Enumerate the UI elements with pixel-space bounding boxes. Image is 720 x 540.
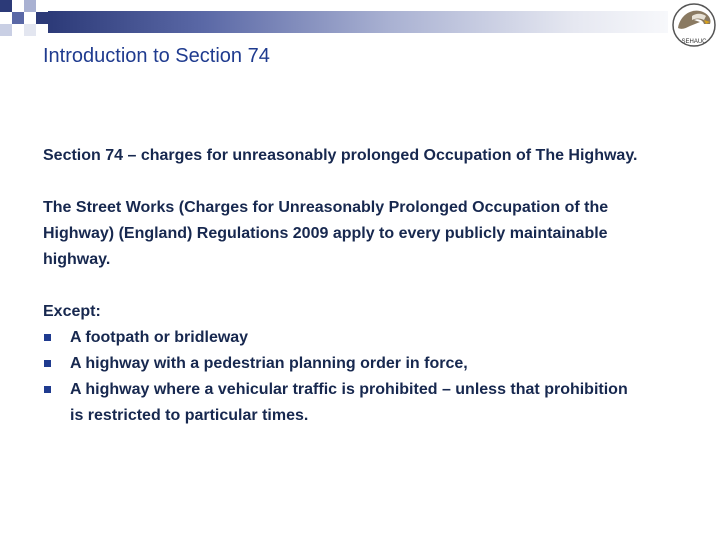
page-title: Introduction to Section 74: [43, 45, 270, 67]
decorative-square: [12, 12, 24, 24]
list-item: [43, 351, 643, 377]
list-item: [43, 325, 643, 351]
logo-text: SEHAUC: [681, 39, 707, 45]
header-bar: [0, 0, 720, 45]
slide-body: [43, 143, 643, 429]
paragraph-regulations: The Street Works (Charges for Unreasonably Prolonged Occupation of the Highway) (England) Regulations 2009 apply to every publicly maintainable highway.: [43, 199, 609, 268]
list-item: [43, 377, 643, 429]
list-item-text: A highway with a pedestrian planning order in force,: [70, 355, 468, 372]
exceptions-list: [43, 325, 643, 429]
list-item-text: A footpath or bridleway: [70, 329, 249, 346]
header-gradient-bar: [48, 11, 668, 33]
paragraph-section-74: Section 74 – charges for unreasonably prolonged Occupation of The Highway.: [43, 147, 638, 164]
except-block: [43, 299, 643, 429]
decorative-square: [24, 0, 36, 12]
except-label: Except:: [43, 303, 101, 320]
decorative-square: [36, 12, 48, 24]
bullet-square-icon: [44, 334, 51, 341]
sehauc-logo: [670, 2, 718, 48]
list-item-text: A highway where a vehicular traffic is prohibited – unless that prohibition is restricted to particular times.: [70, 381, 628, 424]
bullet-square-icon: [44, 386, 51, 393]
decorative-square: [24, 24, 36, 36]
decorative-square: [0, 24, 12, 36]
decorative-square: [0, 0, 12, 12]
bullet-square-icon: [44, 360, 51, 367]
